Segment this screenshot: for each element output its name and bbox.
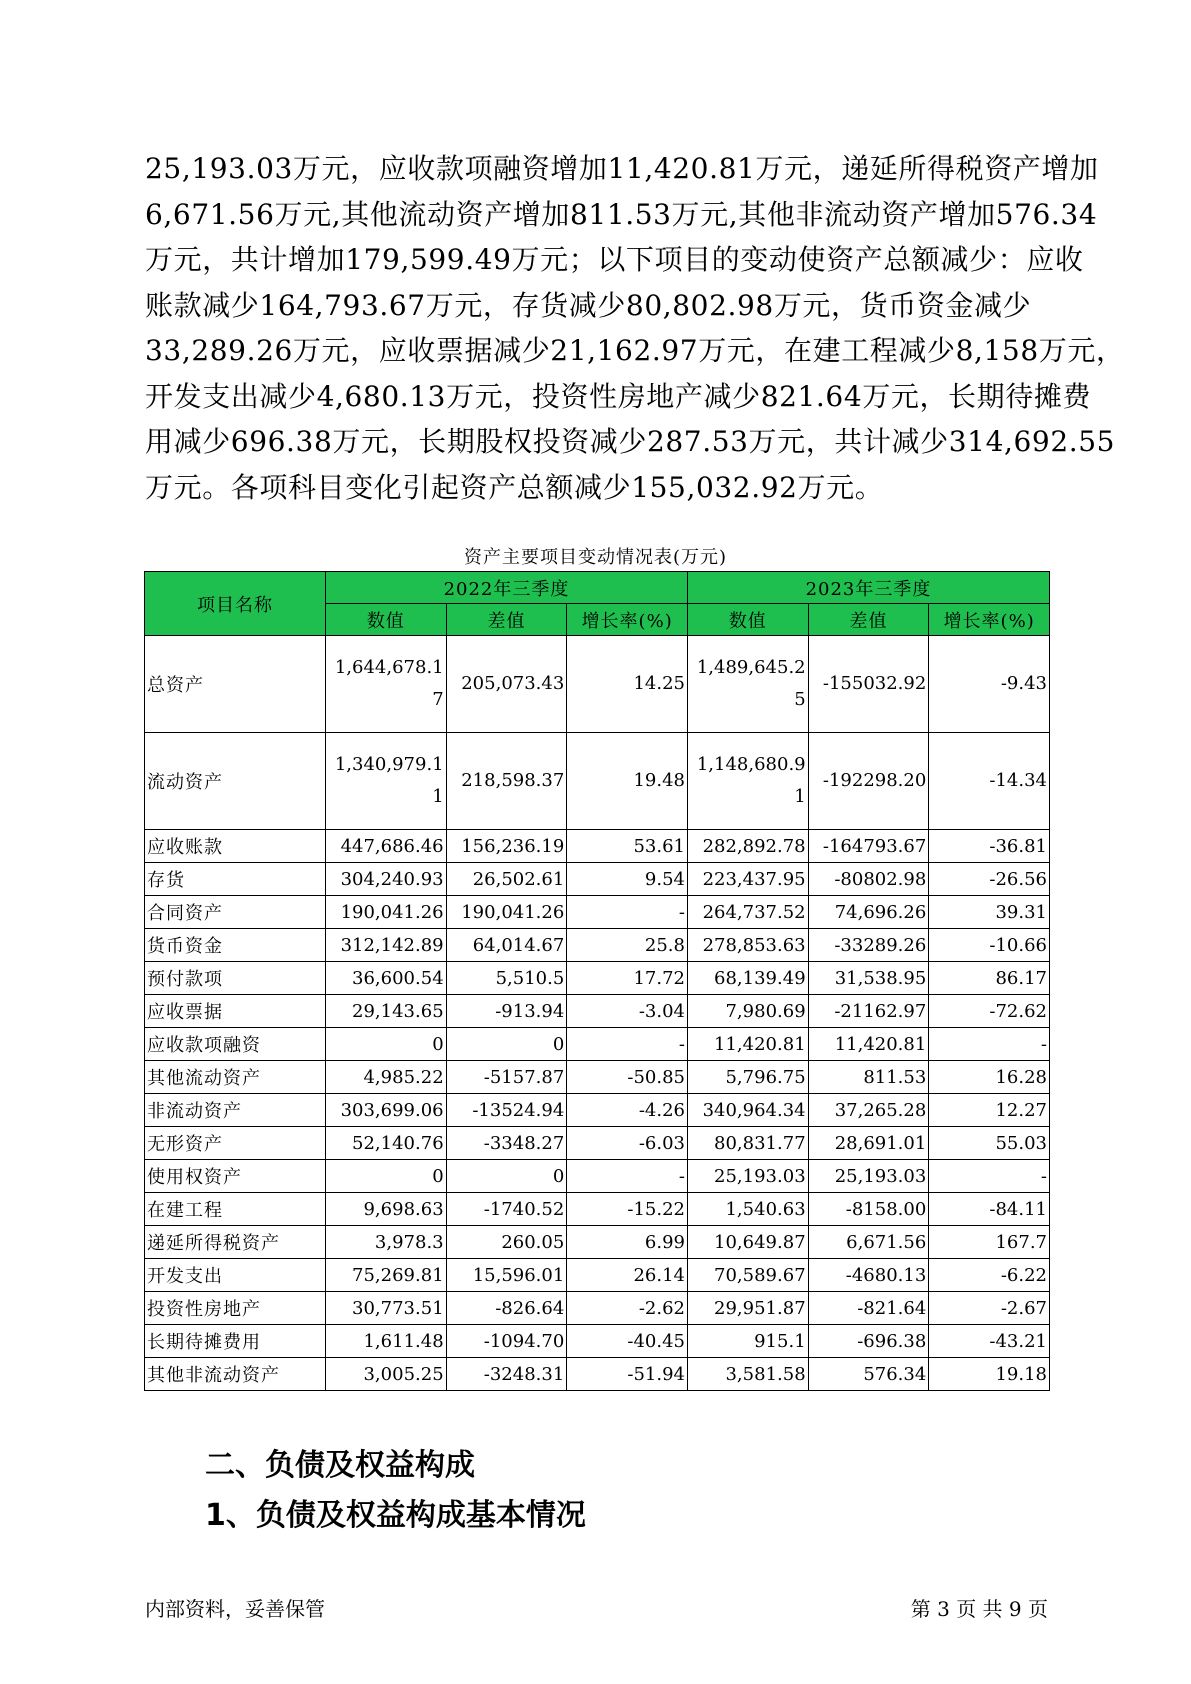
- table-row: [145, 1226, 1050, 1259]
- cell-g1: 17.72: [567, 962, 688, 995]
- cell-d2: -21162.97: [808, 995, 929, 1028]
- cell-g1: [567, 636, 688, 733]
- cell-v1: 190,041.26: [325, 896, 446, 929]
- cell-d2: 25,193.03: [808, 1160, 929, 1193]
- cell-d2: -696.38: [808, 1325, 929, 1358]
- row-item-name: 应收票据: [145, 995, 326, 1028]
- cell-value: -155032.92: [822, 673, 927, 694]
- table-row: [145, 896, 1050, 929]
- cell-g1: -15.22: [567, 1193, 688, 1226]
- header-value: 数值: [325, 604, 446, 636]
- cell-v1: 1,611.48: [325, 1325, 446, 1358]
- cell-v1: 304,240.93: [325, 863, 446, 896]
- row-item-name: 开发支出: [145, 1259, 326, 1292]
- cell-v1: 30,773.51: [325, 1292, 446, 1325]
- header-period-2022: 2022年三季度: [325, 572, 687, 604]
- table-row: [145, 830, 1050, 863]
- cell-v2: 29,951.87: [687, 1292, 808, 1325]
- cell-value: 218,598.37: [461, 770, 565, 791]
- row-item-name: 应收款项融资: [145, 1028, 326, 1061]
- cell-v2: 5,796.75: [687, 1061, 808, 1094]
- cell-v1: 9,698.63: [325, 1193, 446, 1226]
- cell-v2: 3,581.58: [687, 1358, 808, 1391]
- cell-g2: 86.17: [929, 962, 1050, 995]
- header-value: 数值: [687, 604, 808, 636]
- cell-v2: [687, 733, 808, 830]
- row-item-name: 其他流动资产: [145, 1061, 326, 1094]
- cell-g1: -: [567, 1028, 688, 1061]
- table-row: [145, 863, 1050, 896]
- header-growth: 增长率(%): [567, 604, 688, 636]
- table-row: [145, 1028, 1050, 1061]
- cell-v1: 29,143.65: [325, 995, 446, 1028]
- table-caption: 资产主要项目变动情况表(万元): [463, 547, 728, 568]
- cell-d2: 31,538.95: [808, 962, 929, 995]
- header-item-name: 项目名称: [145, 572, 326, 636]
- cell-v2: 80,831.77: [687, 1127, 808, 1160]
- cell-d1: 0: [446, 1028, 567, 1061]
- cell-g2: -: [929, 1160, 1050, 1193]
- cell-d2: 576.34: [808, 1358, 929, 1391]
- cell-v1: [325, 733, 446, 830]
- cell-g1: -50.85: [567, 1061, 688, 1094]
- cell-g2: -2.67: [929, 1292, 1050, 1325]
- cell-d1: -3348.27: [446, 1127, 567, 1160]
- cell-v2: 68,139.49: [687, 962, 808, 995]
- cell-g2: -10.66: [929, 929, 1050, 962]
- row-item-name: 在建工程: [145, 1193, 326, 1226]
- cell-d1: -826.64: [446, 1292, 567, 1325]
- cell-value: 205,073.43: [461, 673, 565, 694]
- cell-g2: -84.11: [929, 1193, 1050, 1226]
- cell-g2: [929, 733, 1050, 830]
- cell-d1: -913.94: [446, 995, 567, 1028]
- table-row: [145, 1061, 1050, 1094]
- cell-g1: -2.62: [567, 1292, 688, 1325]
- table-row: [145, 733, 1050, 830]
- cell-d2: 37,265.28: [808, 1094, 929, 1127]
- cell-value: 1,489,645.25: [696, 657, 806, 710]
- cell-v2: 25,193.03: [687, 1160, 808, 1193]
- cell-d2: 28,691.01: [808, 1127, 929, 1160]
- cell-g1: [567, 733, 688, 830]
- cell-g2: -6.22: [929, 1259, 1050, 1292]
- cell-value: 1,644,678.17: [334, 657, 444, 710]
- subsection-heading: 1、负债及权益构成基本情况: [205, 1498, 586, 1533]
- row-item-name: 应收账款: [145, 830, 326, 863]
- header-period-2023: 2023年三季度: [687, 572, 1049, 604]
- table-row: [145, 962, 1050, 995]
- cell-d2: -164793.67: [808, 830, 929, 863]
- cell-v1: 52,140.76: [325, 1127, 446, 1160]
- paragraph-line: 账款减少164,793.67万元，存货减少80,802.98万元，货币资金减少: [145, 288, 1032, 322]
- paragraph-line: 25,193.03万元，应收款项融资增加11,420.81万元，递延所得税资产增加: [145, 152, 1099, 185]
- cell-g1: 25.8: [567, 929, 688, 962]
- cell-g1: -: [567, 1160, 688, 1193]
- cell-v2: 11,420.81: [687, 1028, 808, 1061]
- cell-d1: 26,502.61: [446, 863, 567, 896]
- cell-v1: 447,686.46: [325, 830, 446, 863]
- cell-d1: 156,236.19: [446, 830, 567, 863]
- cell-d2: 74,696.26: [808, 896, 929, 929]
- cell-g2: -43.21: [929, 1325, 1050, 1358]
- row-item-name: 货币资金: [145, 929, 326, 962]
- cell-v2: 915.1: [687, 1325, 808, 1358]
- asset-change-table: [144, 571, 1050, 1391]
- cell-v2: 282,892.78: [687, 830, 808, 863]
- cell-d1: -3248.31: [446, 1358, 567, 1391]
- cell-d2: -821.64: [808, 1292, 929, 1325]
- cell-d1: -13524.94: [446, 1094, 567, 1127]
- cell-g2: -72.62: [929, 995, 1050, 1028]
- cell-value: -14.34: [989, 770, 1047, 791]
- cell-g1: -4.26: [567, 1094, 688, 1127]
- cell-g2: 39.31: [929, 896, 1050, 929]
- table-row: [145, 1292, 1050, 1325]
- cell-d1: 5,510.5: [446, 962, 567, 995]
- cell-g2: 19.18: [929, 1358, 1050, 1391]
- section-heading: 二、负债及权益构成: [205, 1448, 475, 1483]
- table-row: [145, 1094, 1050, 1127]
- cell-v2: 278,853.63: [687, 929, 808, 962]
- cell-d2: 6,671.56: [808, 1226, 929, 1259]
- cell-d1: 260.05: [446, 1226, 567, 1259]
- row-item-name: 长期待摊费用: [145, 1325, 326, 1358]
- table-row: [145, 1358, 1050, 1391]
- cell-d1: 15,596.01: [446, 1259, 567, 1292]
- cell-g1: -40.45: [567, 1325, 688, 1358]
- table-row: [145, 1325, 1050, 1358]
- cell-v2: 340,964.34: [687, 1094, 808, 1127]
- cell-d2: [808, 733, 929, 830]
- cell-d2: -33289.26: [808, 929, 929, 962]
- row-item-name: 非流动资产: [145, 1094, 326, 1127]
- cell-value: 19.48: [633, 770, 685, 791]
- cell-d1: -5157.87: [446, 1061, 567, 1094]
- cell-d1: -1740.52: [446, 1193, 567, 1226]
- cell-d2: 811.53: [808, 1061, 929, 1094]
- header-growth: 增长率(%): [929, 604, 1050, 636]
- cell-v1: 3,978.3: [325, 1226, 446, 1259]
- cell-v1: 312,142.89: [325, 929, 446, 962]
- cell-g2: -: [929, 1028, 1050, 1061]
- cell-g2: [929, 636, 1050, 733]
- paragraph-line: 用减少696.38万元，长期股权投资减少287.53万元，共计减少314,692.55: [145, 425, 1116, 458]
- cell-v2: 223,437.95: [687, 863, 808, 896]
- cell-d2: 11,420.81: [808, 1028, 929, 1061]
- cell-v1: 75,269.81: [325, 1259, 446, 1292]
- cell-d2: -4680.13: [808, 1259, 929, 1292]
- cell-v1: 36,600.54: [325, 962, 446, 995]
- paragraph-line: 万元。各项科目变化引起资产总额减少155,032.92万元。: [145, 470, 884, 504]
- cell-value: 1,148,680.91: [696, 754, 806, 807]
- table-row: [145, 995, 1050, 1028]
- cell-g1: 9.54: [567, 863, 688, 896]
- table-row: [145, 1160, 1050, 1193]
- cell-g1: -: [567, 896, 688, 929]
- cell-v2: 7,980.69: [687, 995, 808, 1028]
- cell-g1: -6.03: [567, 1127, 688, 1160]
- footer-confidential-note: 内部资料，妥善保管: [145, 1597, 325, 1621]
- header-diff: 差值: [808, 604, 929, 636]
- cell-v1: 4,985.22: [325, 1061, 446, 1094]
- cell-d2: -80802.98: [808, 863, 929, 896]
- cell-g1: -51.94: [567, 1358, 688, 1391]
- cell-d1: -1094.70: [446, 1325, 567, 1358]
- row-item-name: 无形资产: [145, 1127, 326, 1160]
- row-item-name: 使用权资产: [145, 1160, 326, 1193]
- cell-g1: 6.99: [567, 1226, 688, 1259]
- cell-d2: [808, 636, 929, 733]
- cell-v2: 1,540.63: [687, 1193, 808, 1226]
- cell-v1: 0: [325, 1028, 446, 1061]
- cell-v1: 0: [325, 1160, 446, 1193]
- cell-value: -9.43: [1000, 673, 1047, 694]
- row-item-name: 存货: [145, 863, 326, 896]
- cell-v1: [325, 636, 446, 733]
- cell-g2: 55.03: [929, 1127, 1050, 1160]
- header-diff: 差值: [446, 604, 567, 636]
- cell-d1: 190,041.26: [446, 896, 567, 929]
- cell-d1: [446, 733, 567, 830]
- cell-d1: 0: [446, 1160, 567, 1193]
- table-row: [145, 929, 1050, 962]
- cell-g2: 167.7: [929, 1226, 1050, 1259]
- cell-value: 1,340,979.11: [334, 754, 444, 807]
- cell-g2: 12.27: [929, 1094, 1050, 1127]
- row-item-name: 流动资产: [145, 733, 326, 830]
- table-row: [145, 1127, 1050, 1160]
- cell-g2: -26.56: [929, 863, 1050, 896]
- cell-v1: 303,699.06: [325, 1094, 446, 1127]
- table-row: [145, 1259, 1050, 1292]
- cell-v2: 264,737.52: [687, 896, 808, 929]
- row-item-name: 合同资产: [145, 896, 326, 929]
- row-item-name: 其他非流动资产: [145, 1358, 326, 1391]
- paragraph-line: 6,671.56万元,其他流动资产增加811.53万元,其他非流动资产增加576.34: [145, 197, 1098, 231]
- cell-v2: 70,589.67: [687, 1259, 808, 1292]
- cell-g2: -36.81: [929, 830, 1050, 863]
- cell-d1: 64,014.67: [446, 929, 567, 962]
- paragraph-line: 开发支出减少4,680.13万元，投资性房地产减少821.64万元，长期待摊费: [145, 379, 1092, 413]
- row-item-name: 递延所得税资产: [145, 1226, 326, 1259]
- cell-g1: -3.04: [567, 995, 688, 1028]
- paragraph-line: 万元，共计增加179,599.49万元；以下项目的变动使资产总额减少：应收: [145, 243, 1084, 276]
- cell-d2: -8158.00: [808, 1193, 929, 1226]
- cell-d1: [446, 636, 567, 733]
- cell-value: -192298.20: [822, 770, 927, 791]
- body-paragraph: [145, 146, 1125, 510]
- row-item-name: 预付款项: [145, 962, 326, 995]
- cell-v2: [687, 636, 808, 733]
- cell-g2: 16.28: [929, 1061, 1050, 1094]
- cell-g1: 26.14: [567, 1259, 688, 1292]
- table-row: [145, 636, 1050, 733]
- cell-value: 14.25: [633, 673, 685, 694]
- row-item-name: 总资产: [145, 636, 326, 733]
- table-row: [145, 1193, 1050, 1226]
- cell-g1: 53.61: [567, 830, 688, 863]
- row-item-name: 投资性房地产: [145, 1292, 326, 1325]
- paragraph-line: 33,289.26万元，应收票据减少21,162.97万元，在建工程减少8,158万元，: [145, 334, 1125, 367]
- cell-v2: 10,649.87: [687, 1226, 808, 1259]
- cell-v1: 3,005.25: [325, 1358, 446, 1391]
- footer-page-number: 第 3 页 共 9 页: [910, 1597, 1048, 1621]
